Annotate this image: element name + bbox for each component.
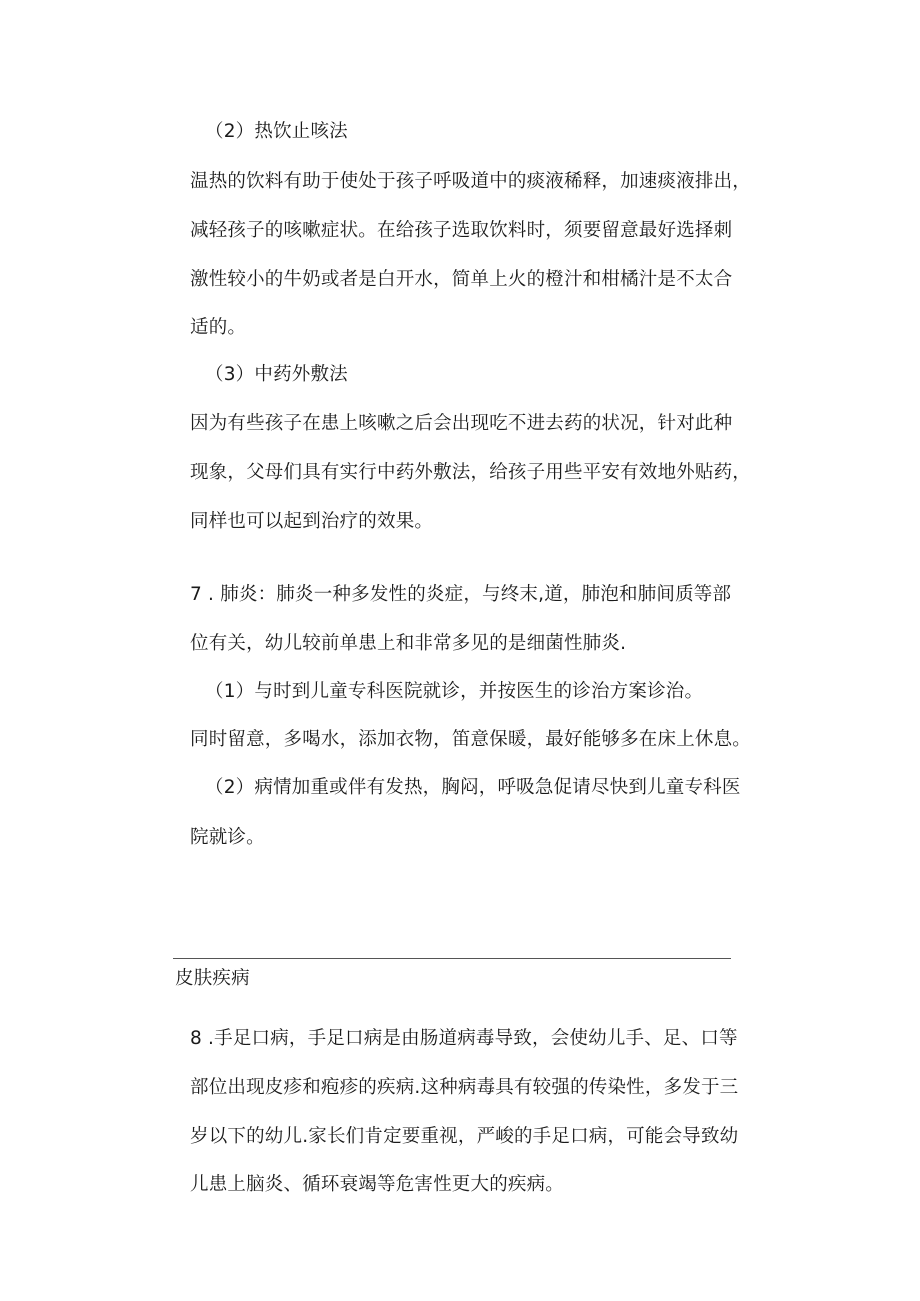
paragraph-line: 岁以下的幼儿.家长们肯定要重视，严峻的手足口病，可能会导致幼	[190, 1126, 739, 1147]
subheading-hot-drink: （2）热饮止咳法	[205, 121, 348, 142]
paragraph-line: 位有关，幼儿较前单患上和非常多见的是细菌性肺炎.	[190, 633, 627, 654]
paragraph-line: 部位出现皮疹和疱疹的疾病.这种病毒具有较强的传染性，多发于三	[190, 1077, 739, 1098]
subheading-herbal: （3）中药外敷法	[205, 364, 348, 385]
paragraph-line: 因为有些孩子在患上咳嗽之后会出现吃不进去药的状况，针对此种	[190, 413, 733, 434]
paragraph-line: 8 .手足口病，手足口病是由肠道病毒导致，会使幼儿手、足、口等	[190, 1028, 738, 1049]
paragraph-line: 7 . 肺炎：肺炎一种多发性的炎症，与终末,道，肺泡和肺间质等部	[190, 584, 732, 605]
paragraph-line: 儿患上脑炎、循环衰竭等危害性更大的疾病。	[190, 1174, 565, 1195]
paragraph-line: 院就诊。	[190, 827, 265, 848]
section-divider	[173, 958, 731, 959]
section-heading-skin: 皮肤疾病	[175, 968, 250, 989]
paragraph-line: 同样也可以起到治疗的效果。	[190, 511, 434, 532]
paragraph-line: 适的。	[190, 317, 247, 338]
paragraph-line: 减轻孩子的咳嗽症状。在给孩子选取饮料时，须要留意最好选择刺	[190, 220, 733, 241]
list-item-1: （1）与时到儿童专科医院就诊，并按医生的诊治方案诊治。	[205, 681, 704, 702]
paragraph-line: 温热的饮料有助于使处于孩子呼吸道中的痰液稀释，加速痰液排出，	[190, 171, 752, 192]
paragraph-line: 激性较小的牛奶或者是白开水，简单上火的橙汁和柑橘汁是不太合	[190, 269, 733, 290]
paragraph-line: 同时留意，多喝水，添加衣物，笛意保暖，最好能够多在床上休息。	[190, 729, 752, 750]
paragraph-line: 现象，父母们具有实行中药外敷法，给孩子用些平安有效地外贴药，	[190, 462, 752, 483]
list-item-2: （2）病情加重或伴有发热，胸闷，呼吸急促请尽快到儿童专科医	[205, 777, 741, 798]
